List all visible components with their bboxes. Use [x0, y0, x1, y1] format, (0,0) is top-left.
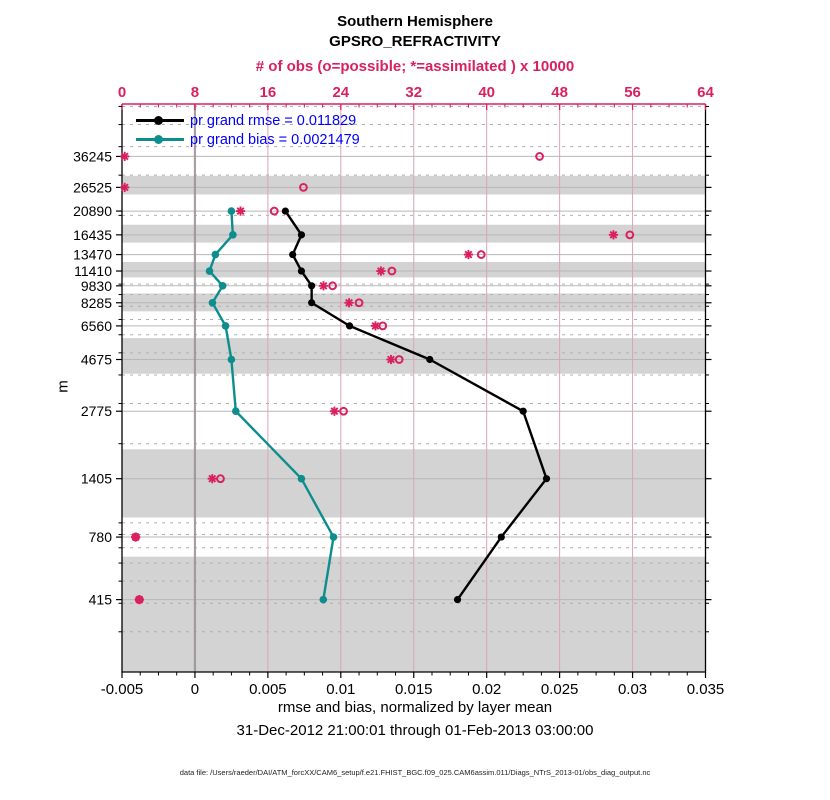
svg-text:0.025: 0.025 [540, 681, 579, 698]
svg-text:0: 0 [190, 681, 200, 698]
svg-text:0.01: 0.01 [326, 681, 356, 698]
svg-text:780: 780 [88, 529, 112, 546]
svg-text:4675: 4675 [80, 351, 112, 368]
legend-marker-bias [154, 135, 163, 144]
svg-text:13470: 13470 [73, 246, 112, 263]
legend-row-bias [136, 130, 360, 149]
x-axis-label: rmse and bias, normalized by layer mean [277, 699, 553, 716]
svg-text:415: 415 [88, 591, 112, 608]
svg-text:11410: 11410 [74, 263, 112, 280]
svg-text:8285: 8285 [80, 294, 112, 311]
svg-text:0.005: 0.005 [249, 681, 287, 698]
svg-text:20890: 20890 [73, 203, 112, 220]
svg-text:26525: 26525 [73, 179, 112, 196]
svg-text:2775: 2775 [80, 403, 112, 420]
svg-text:36245: 36245 [73, 148, 112, 165]
svg-text:48: 48 [551, 84, 568, 101]
svg-text:16435: 16435 [73, 226, 112, 243]
legend-line-bias-swatch [136, 138, 184, 141]
svg-text:-0.005: -0.005 [100, 681, 144, 698]
time-span-subtitle: 31-Dec-2012 21:00:01 through 01-Feb-2013 03:00:00 [236, 722, 594, 739]
top-axis-label: # of obs (o=possible; *=assimilated ) x 10000 [255, 58, 575, 75]
svg-text:24: 24 [332, 84, 350, 101]
data-file-note: data file: /Users/raeder/DAI/ATM_forcXX/CAM6_setup/f.e21.FHIST_BGC.f09_025.CAM6assim.011/Diags_NTrS_2013-01/obs_diag_output.nc [179, 768, 651, 777]
legend [136, 111, 360, 149]
svg-text:64: 64 [697, 84, 714, 101]
svg-text:32: 32 [405, 84, 423, 101]
svg-text:0.015: 0.015 [394, 681, 433, 698]
y-axis-label: m [54, 380, 72, 393]
svg-text:6560: 6560 [80, 317, 112, 334]
svg-text:1405: 1405 [80, 470, 112, 487]
svg-text:8: 8 [190, 84, 200, 101]
svg-text:0.035: 0.035 [686, 681, 725, 698]
svg-text:56: 56 [624, 84, 641, 101]
svg-text:16: 16 [259, 84, 277, 101]
legend-line-rmse-swatch [136, 119, 184, 122]
plot-title-variable: GPSRO_REFRACTIVITY [329, 33, 501, 50]
svg-text:40: 40 [478, 84, 496, 101]
svg-text:0.02: 0.02 [472, 681, 502, 698]
svg-text:0.03: 0.03 [617, 681, 648, 698]
legend-marker-rmse [154, 116, 163, 125]
plot-title-region: Southern Hemisphere [337, 13, 493, 30]
legend-label-bias: pr grand bias = 0.0021479 [190, 131, 360, 148]
svg-text:0: 0 [117, 84, 127, 101]
svg-text:9830: 9830 [80, 277, 112, 294]
legend-label-rmse: pr grand rmse = 0.011829 [190, 112, 357, 129]
legend-row-rmse [136, 111, 360, 130]
